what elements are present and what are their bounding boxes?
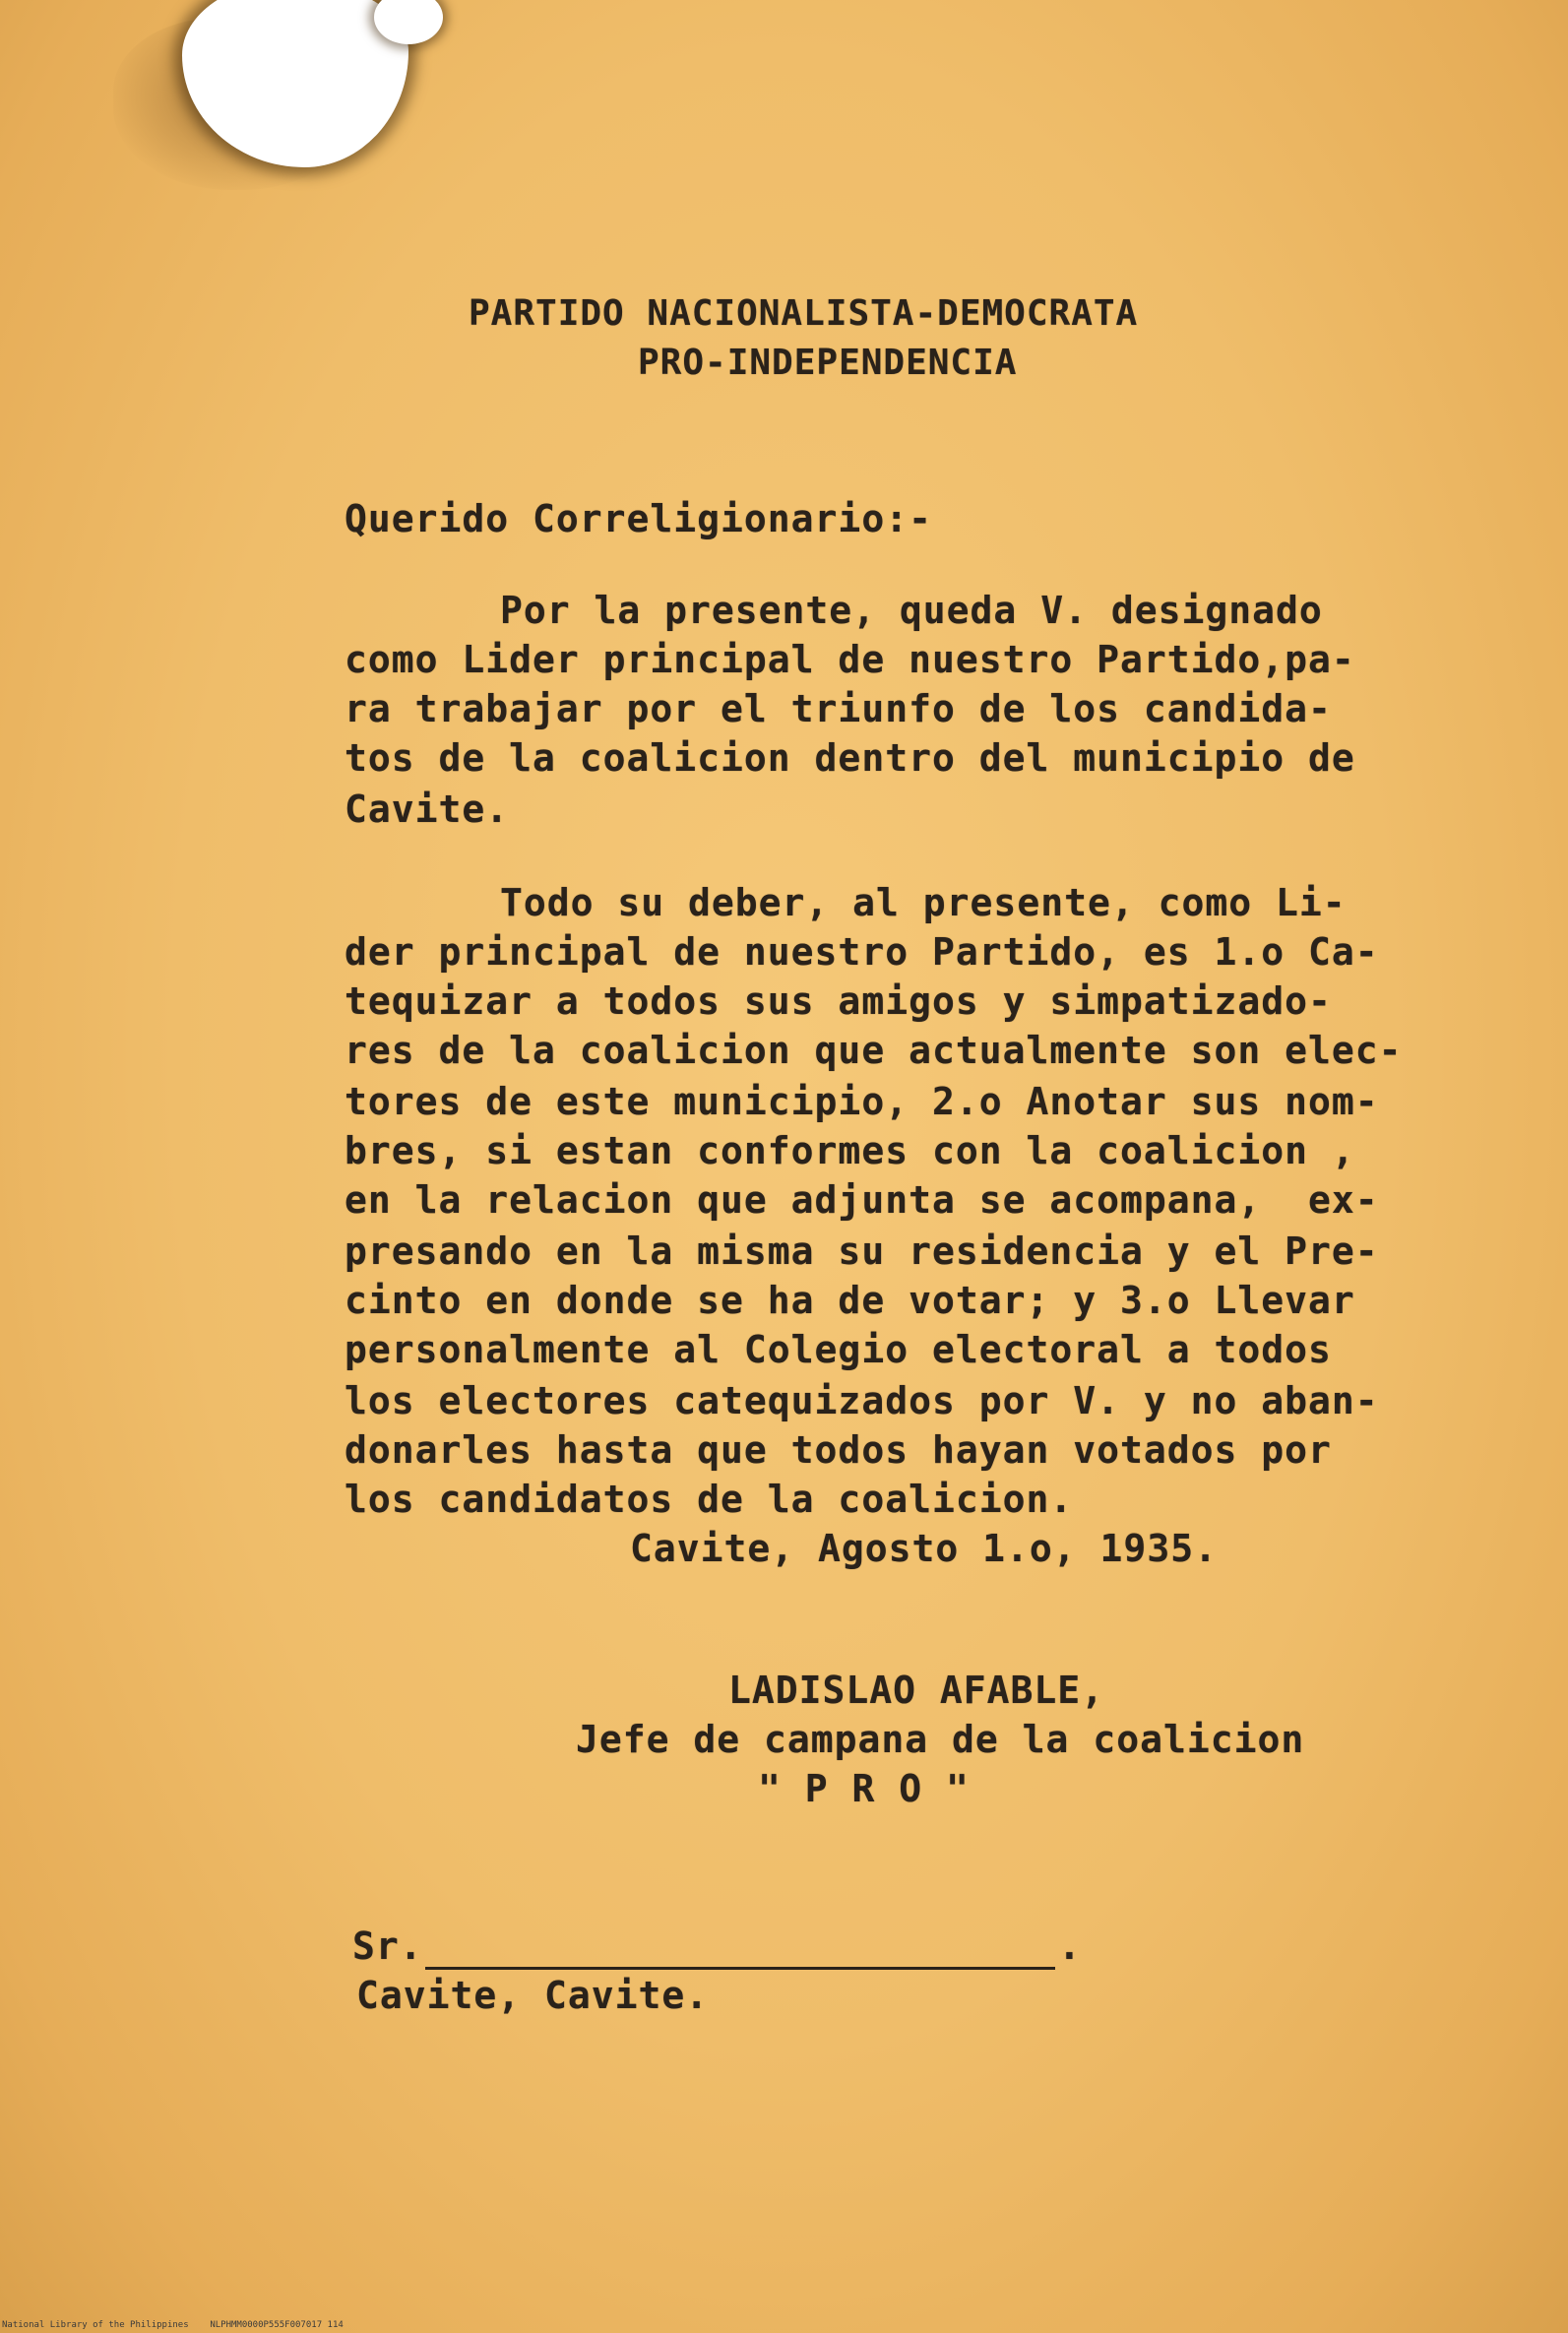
paragraph-1-line: como Lider principal de nuestro Partido,pa- bbox=[345, 638, 1355, 681]
paragraph-2-line: en la relacion que adjunta se acompana, ex- bbox=[345, 1178, 1379, 1222]
heading-line-2: PRO-INDEPENDENCIA bbox=[638, 343, 1018, 383]
paragraph-2-line: res de la coalicion que actualmente son elec- bbox=[345, 1029, 1403, 1072]
signature-org: " P R O " bbox=[758, 1767, 970, 1810]
addressee-prefix: Sr. bbox=[352, 1924, 423, 1968]
signature-name: LADISLAO AFABLE, bbox=[728, 1669, 1105, 1712]
paragraph-2-line: los electores catequizados por V. y no aban- bbox=[345, 1379, 1379, 1422]
paragraph-1-line: Por la presente, queda V. designado bbox=[500, 589, 1323, 632]
date-line: Cavite, Agosto 1.o, 1935. bbox=[630, 1527, 1218, 1570]
paragraph-2-line: Todo su deber, al presente, como Li- bbox=[500, 881, 1347, 924]
paragraph-2-line: tequizar a todos sus amigos y simpatizado- bbox=[345, 979, 1332, 1023]
salutation: Querido Correligionario:- bbox=[345, 497, 932, 540]
archive-footer: National Library of the Philippines NLPHMM0000P555F007017 114 bbox=[2, 2320, 344, 2330]
addressee-suffix: . bbox=[1058, 1924, 1082, 1968]
paragraph-2-line: personalmente al Colegio electoral a todos bbox=[345, 1328, 1332, 1371]
paragraph-2-line: presando en la misma su residencia y el Pre- bbox=[345, 1230, 1379, 1273]
paragraph-1-line: tos de la coalicion dentro del municipio de bbox=[345, 736, 1355, 780]
paragraph-2-line: bres, si estan conformes con la coalicion , bbox=[345, 1129, 1355, 1172]
paragraph-1-line: Cavite. bbox=[345, 788, 510, 831]
paragraph-2-line: los candidatos de la coalicion. bbox=[345, 1478, 1074, 1521]
paragraph-2-line: donarles hasta que todos hayan votados por bbox=[345, 1428, 1332, 1472]
paragraph-1-line: ra trabajar por el triunfo de los candida- bbox=[345, 687, 1332, 730]
paragraph-2-line: tores de este municipio, 2.o Anotar sus nom- bbox=[345, 1080, 1379, 1123]
addressee-blank-line bbox=[425, 1967, 1055, 1970]
paragraph-2-line: cinto en donde se ha de votar; y 3.o Llevar bbox=[345, 1279, 1355, 1322]
addressee-location: Cavite, Cavite. bbox=[356, 1974, 710, 2017]
paragraph-2-line: der principal de nuestro Partido, es 1.o Ca- bbox=[345, 930, 1379, 974]
heading-line-1: PARTIDO NACIONALISTA-DEMOCRATA bbox=[469, 293, 1139, 334]
signature-title: Jefe de campana de la coalicion bbox=[576, 1718, 1305, 1761]
